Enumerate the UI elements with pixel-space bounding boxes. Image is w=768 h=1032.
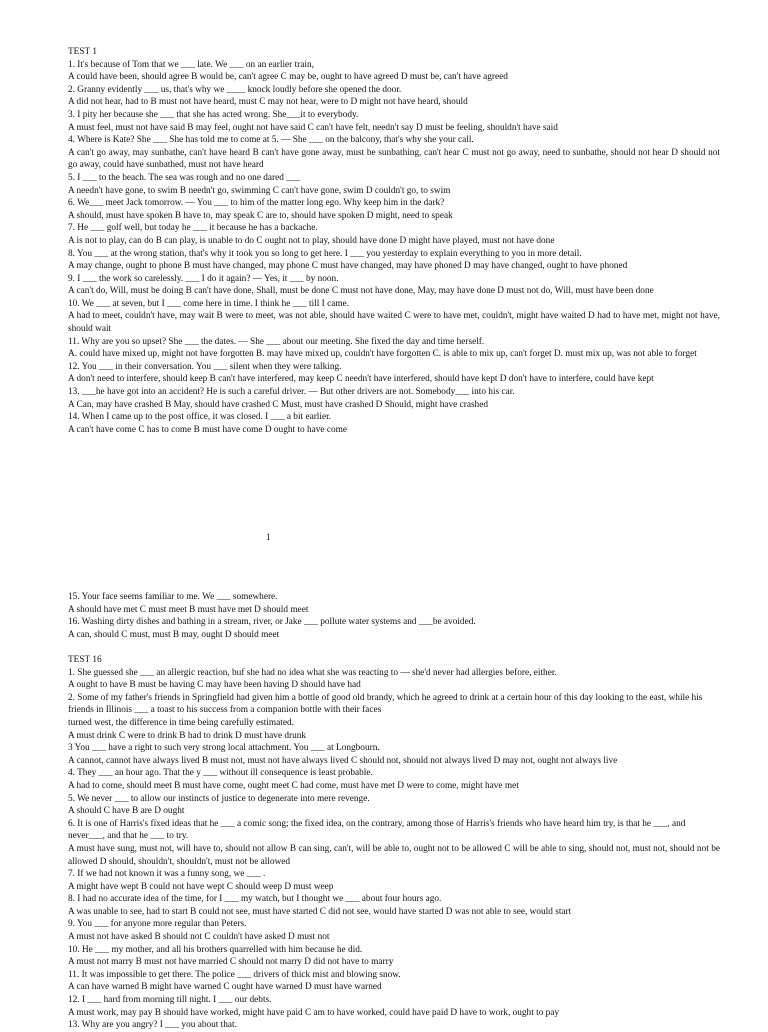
answer-options: A must work, may pay B should have worked, might have paid C am to have worked, could have paid D have to work, ought to pay [68,1007,560,1018]
answer-options: A was unable to see, had to start B could not see, must have started C did not see, would have started D was not able to see, would start [68,906,572,917]
question-text: 7. He ___ golf well, but today he ___ it because he has a backache. [68,223,318,234]
question-text: 4. Where is Kate? She ___ She has told me to come at 5. — She ___ on the balcony, that's why she your call. [68,135,474,146]
question-text: 13. Why are you angry? I ___ you about that. [68,1020,237,1031]
question-text: 2. Some of my father's friends in Springfield had given him a bottle of good old brandy, which he agreed to drink at a certain hour of this day looking to the east, while his friends in Illinois ___ a toast to his success from a companion bottle with their faces [68,692,703,716]
question-text: 8. You ___ at the wrong station, that's why it took you so long to get here. I ___ you yesterday to explain everything to you in more detail. [68,248,582,259]
question-text: 5. I ___ to the beach. The sea was rough and no one dared ___ [68,172,301,183]
answer-options: A should C have B are D ought [68,806,185,817]
question-text: 1. It's because of Tom that we ___ late. We ___ on an earlier train, [68,59,314,70]
question-text: 3 You ___ have a right to such very strong local attachment. You ___ at Longbourn. [68,743,380,754]
page-number: 1 [266,533,271,543]
answer-options: A needn't have gone, to swim B needn't go, swimming C can't have gone, swim D couldn't go, to swim [68,185,451,196]
answer-options: A must feel, must not have said B may feel, ought not have said C can't have felt, needn't say D must be feeling, shouldn't have said [68,122,558,133]
question-text: 15. Your face seems familiar to me. We ___ somewhere. [68,592,278,602]
test-16-section [68,654,720,1032]
question-text: 10. He ___ my mother, and all his brothers quarrelled with him because he did. [68,944,363,955]
answer-options: A ought to have B must be having C may have been having D should have had [68,680,361,691]
answer-options: A can't have come C has to come B must have come D ought to have come [68,424,347,435]
answer-options: A may change, ought to phone B must have changed, may phone C must have changed, may have phoned D may have changed, ought to have phoned [68,261,628,272]
question-text: 12. I ___ hard from morning till night. I ___ our debts. [68,995,272,1006]
question-text: 16. Washing dirty dishes and bathing in a stream, river, or Jake ___ pollute water systems and ___be avoided. [68,617,476,628]
question-text: 14. When I came up to the post office, it was closed. I ___ a bit earlier. [68,412,331,423]
answer-options: A had to meet, couldn't have, may wait B were to meet, was not able, should have waited C were to have met, couldn't, might have waited D had to have met, might not have, should wait [68,311,720,335]
answer-options: A must not have asked B should not C couldn't have asked D must not [68,932,330,943]
question-text: turned west, the difference in time being carefully estimated. [68,717,294,728]
question-text: 9. You ___ for anyone more regular than Peters. [68,919,247,930]
question-text: 1. She guessed she ___ an allergic reaction, buf she had no idea what she was reacting to — she'd never had allergies before, either. [68,667,557,678]
answer-options: A must not marry B must not have married C should not marry D did not have to marry [68,957,394,968]
answer-options: A might have wept B could not have wept C should weep D must weep [68,881,334,892]
question-text: 6. We___ meet Jack tomorrow. — You ___ to him of the matter long ego. Why keep him in the dark? [68,198,445,209]
test-1-continued-section [68,591,720,641]
question-text: 9. I ___ the work so carelessly. ___ I do it again? — Yes, it ___ by noon. [68,273,339,284]
answer-options: A had to come, should meet B must have come, ought meet C had come, must have met D were to come, might have met [68,780,519,791]
question-text: 6. It is one of Harris's fixed ideas that he ___ a comic song; the fixed idea, on the contrary, among those of Harris's friends who have heard him try, is that he ___, and never___, and that he ___ to try. [68,818,686,842]
question-text: 10. We ___ at seven, but I ___ come here in time. I think he ___ till I came. [68,298,350,309]
answer-options: A should have met C must meet B must have met D should meet [68,604,309,615]
answer-options: A can, should C must, must B may, ought D should meet [68,629,280,640]
answer-options: A cannot, cannot have always lived B must not, must not have always lived C should not, should not always lived D may not, ought not always live [68,755,618,766]
answer-options: A did not hear, had to B must not have heard, must C may not hear, were to D might not have heard, should [68,97,468,108]
question-text: 11. Why are you so upset? She ___ the dates. — She ___ about our meeting. She fixed the day and time herself. [68,336,485,347]
answer-options: A must drink C were to drink B had to drink D must have drunk [68,730,307,741]
question-text: 12. You ___ in their conversation. You ___ silent when they were talking. [68,361,342,372]
answer-options: A can't go away, may sunbathe, can't have heard B can't have gone away, must be sunbathing, can't hear C must not go away, need to sunbathe, should not hear D should not go away, could have sunbathed, must not have heard [68,147,720,171]
answer-options: A can have warned B might have warned C ought have warned D must have warned [68,982,382,993]
answer-options: A should, must have spoken B have to, may speak C are to, should have spoken D might, need to speak [68,210,453,221]
question-text: 3. I pity her because she ___ that she has acted wrong. She___it to everybody. [68,109,359,120]
answer-options: A must have sung, must not, will have to, should not allow B can sing, can't, will be able to, ought not to be allowed C will be able to sing, should not, must not, should not be allowed D should, shouldn't, shouldn't, must not be allowed [68,843,720,867]
test-16-heading: TEST 16 [68,655,102,665]
question-text: 13. ___he have got into an accident? He is such a careful driver. — But other drivers are not. Somebody___ into his car. [68,387,515,398]
question-text: 2. Granny evidently ___ us, that's why we ____ knock loudly before she opened the door. [68,84,402,95]
answer-options: A Can, may have crashed B May, should have crashed C Must, must have crashed D Should, might have crashed [68,399,488,410]
question-text: 11. It was impossible to get there. The police ___ drivers of thick mist and blowing snow. [68,969,401,980]
answer-options: A don't need to interfere, should keep B can't have interfered, may keep C needn't have interfered, should have kept D don't have to interfere, could have kept [68,374,654,385]
answer-options: A could have been, should agree B would be, can't agree C may be, ought to have agreed D must be, can't have agreed [68,72,508,83]
test-1-section [68,46,720,436]
answer-options: A can't do, Will, must be doing B can't have done, Shall, must be done C must not have done, May, may have done D must not do, Will, must have been done [68,286,654,297]
question-text: 7. If we had not known it was a funny song, we ___ . [68,869,266,880]
answer-options: A. could have mixed up, might not have forgotten B. may have mixed up, couldn't have forgotten C. is able to mix up, can't forget D. must mix up, was not able to forget [68,349,697,360]
test-1-heading: TEST 1 [68,47,98,57]
question-text: 8. I had no accurate idea of the time, for I ___ my watch, but I thought we ___ about four hours ago. [68,894,442,905]
answer-options: A is not to play, can do B can play, is unable to do C ought not to play, should have done D might have played, must not have done [68,235,555,246]
question-text: 4. They ___ an hour ago. That the y ___ without ill consequence is least probable. [68,768,373,779]
question-text: 5. We never ___ to allow our instincts of justice to degenerate into mere revenge. [68,793,370,804]
